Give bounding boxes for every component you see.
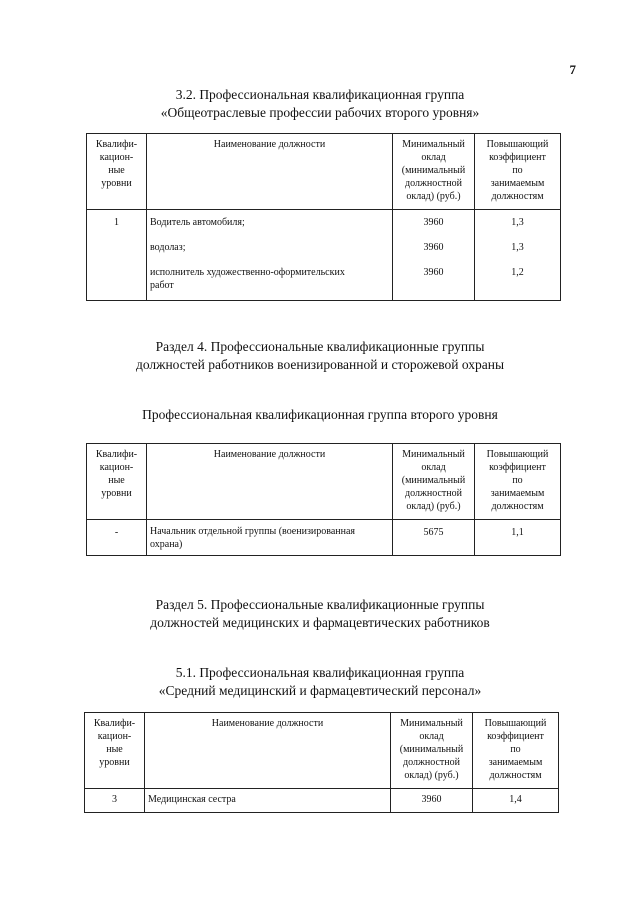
header-min-salary: Минимальный оклад (минимальный должностной оклад) (руб.) [393,134,475,210]
header-position-name: Наименование должности [147,134,393,210]
section-3-2-title [60,86,580,122]
section-4-title-line2: должностей работников военизированной и сторожевой охраны [135,357,505,372]
table-header-row [87,444,561,520]
page-number: 7 [569,62,576,77]
cell-position-name: Медицинская сестра [145,789,391,813]
section-5-1-title [60,664,580,700]
section-3-2-title-line2: «Общеотраслевые профессии рабочих второго уровня» [160,105,480,120]
cell-level: 1 [87,210,147,301]
cell-coefficient: 1,1 [475,520,561,556]
section-3-2-title-line1: 3.2. Профессиональная квалификационная группа [175,87,465,102]
table-qualification-group-3-2 [86,133,561,301]
table-header-row [85,713,559,789]
header-position-name: Наименование должности [145,713,391,789]
coefficient-value: 1,3 [511,217,524,228]
table-medical-personnel [84,712,559,813]
section-5-1-title-line1: 5.1. Профессиональная квалификационная группа [175,665,465,680]
salary-value: 3960 [423,267,444,278]
table-row [87,210,561,301]
position-artist-line2: работ [150,280,174,291]
position-driver: Водитель автомобиля; [150,217,245,228]
section-4-title [60,338,580,374]
coefficient-value: 1,2 [511,267,524,278]
section-4-title-line1: Раздел 4. Профессиональные квалификационные группы [155,339,485,354]
header-level: Квалифи- кацион- ные уровни [87,134,147,210]
cell-level: 3 [85,789,145,813]
header-min-salary: Минимальный оклад (минимальный должностной оклад) (руб.) [391,713,473,789]
table-row [85,789,559,813]
section-4-subtitle: Профессиональная квалификационная группа второго уровня [142,407,498,422]
header-coefficient: Повышающий коэффициент по занимаемым должностям [475,134,561,210]
section-5-1-title-line2: «Средний медицинский и фармацевтический персонал» [158,683,482,698]
header-level: Квалифи- кацион- ные уровни [85,713,145,789]
cell-salaries [393,210,475,301]
cell-level: - [87,520,147,556]
header-min-salary: Минимальный оклад (минимальный должностной оклад) (руб.) [393,444,475,520]
position-name-line2: охрана) [150,539,183,550]
header-position-name: Наименование должности [147,444,393,520]
header-coefficient: Повышающий коэффициент по занимаемым должностям [473,713,559,789]
position-name-line1: Начальник отдельной группы (военизированная [150,526,356,537]
salary-value: 3960 [423,217,444,228]
cell-coefficient: 1,4 [473,789,559,813]
header-level: Квалифи- кацион- ные уровни [87,444,147,520]
cell-salary: 3960 [391,789,473,813]
cell-salary: 5675 [393,520,475,556]
table-second-level-group [86,443,561,556]
section-5-title-line1: Раздел 5. Профессиональные квалификационные группы [155,597,485,612]
header-coefficient: Повышающий коэффициент по занимаемым должностям [475,444,561,520]
salary-value: 3960 [423,242,444,253]
cell-coefficients [475,210,561,301]
section-5-title-line2: должностей медицинских и фармацевтических работников [150,615,490,630]
position-artist-line1: исполнитель художественно-оформительских [150,267,345,278]
section-5-title [60,596,580,632]
coefficient-value: 1,3 [511,242,524,253]
table-header-row [87,134,561,210]
table-row [87,520,561,556]
cell-position-names [147,210,393,301]
position-diver: водолаз; [150,242,186,253]
cell-position-name [147,520,393,556]
